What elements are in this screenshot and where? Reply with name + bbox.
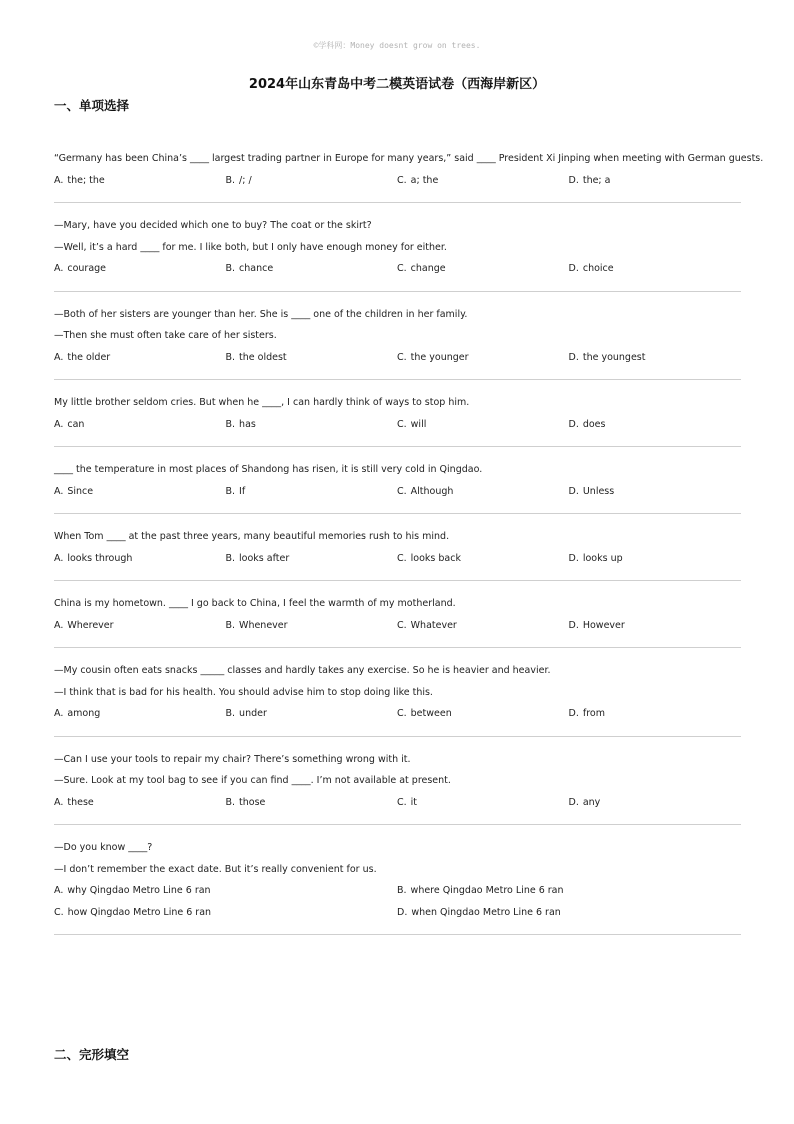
answer-option[interactable]: [54, 880, 397, 902]
option-text: under: [239, 708, 267, 719]
option-text: courage: [67, 263, 107, 274]
answer-options: [54, 258, 741, 280]
option-text: the youngest: [582, 351, 646, 363]
question-stem-line: ____ the temperature in most places of Shandong has risen, it is still very cold in Qingdao.: [54, 464, 483, 475]
option-letter: D.: [568, 552, 579, 564]
answer-option[interactable]: [397, 414, 569, 436]
section-heading-cloze: 二、完形填空: [54, 1047, 130, 1062]
option-text: the older: [67, 351, 111, 363]
answer-option[interactable]: [569, 347, 741, 369]
answer-options: [54, 880, 741, 923]
answer-option[interactable]: [397, 170, 569, 192]
answer-option[interactable]: [569, 703, 741, 725]
option-text: looks after: [239, 552, 290, 564]
answer-option[interactable]: [569, 615, 741, 637]
option-text: Whenever: [239, 619, 288, 631]
answer-option[interactable]: [54, 902, 397, 924]
question-item: [54, 203, 741, 292]
question-stem-line: —Both of her sisters are younger than her. She is ____ one of the children in her family.: [54, 308, 468, 320]
option-letter: C.: [397, 708, 407, 719]
question-item: [54, 292, 741, 381]
option-text: where Qingdao Metro Line 6 ran: [410, 885, 564, 896]
question-list: [54, 136, 764, 935]
option-text: will: [410, 418, 427, 430]
option-text: change: [410, 263, 446, 274]
question-stem-line: “Germany has been China’s ____ largest trading partner in Europe for many years,” said ____ President Xi Jinping when meeting with German guests.: [54, 153, 764, 164]
option-text: looks up: [582, 552, 623, 564]
question-item: [54, 514, 741, 581]
option-text: between: [410, 708, 452, 719]
option-text: when Qingdao Metro Line 6 ran: [411, 906, 561, 918]
option-letter: B.: [225, 796, 236, 808]
answer-option[interactable]: [226, 258, 398, 280]
option-text: from: [582, 708, 605, 719]
question-item: [54, 737, 741, 826]
option-letter: D.: [568, 263, 579, 274]
option-letter: C.: [397, 796, 407, 808]
option-letter: C.: [397, 418, 407, 430]
answer-option[interactable]: [54, 347, 226, 369]
option-text: Wherever: [67, 619, 114, 631]
option-letter: D.: [568, 708, 579, 719]
option-letter: C.: [397, 263, 407, 274]
question-item: [54, 825, 741, 935]
document-title: 2024年山东青岛中考二模英语试卷（西海岸新区）: [248, 77, 546, 92]
answer-options: [54, 615, 741, 637]
option-text: those: [239, 796, 266, 808]
option-letter: A.: [54, 263, 64, 274]
answer-option[interactable]: [54, 548, 226, 570]
answer-option[interactable]: [54, 258, 226, 280]
answer-option[interactable]: [569, 414, 741, 436]
option-text: choice: [582, 263, 614, 274]
answer-option[interactable]: [54, 792, 226, 814]
option-letter: B.: [225, 174, 236, 186]
question-stem-line: —Do you know ____?: [54, 842, 153, 853]
option-letter: C.: [397, 619, 407, 631]
answer-option[interactable]: [397, 792, 569, 814]
option-text: how Qingdao Metro Line 6 ran: [67, 906, 212, 918]
option-letter: B.: [225, 263, 236, 274]
answer-option[interactable]: [569, 548, 741, 570]
question-stem-line: China is my hometown. ____ I go back to China, I feel the warmth of my motherland.: [54, 598, 456, 609]
option-letter: A.: [54, 796, 64, 808]
watermark: ©学科网：Money doesnt grow on trees.: [313, 41, 481, 50]
option-letter: A.: [54, 351, 64, 363]
option-letter: C.: [397, 174, 407, 186]
option-letter: A.: [54, 174, 64, 186]
answer-option[interactable]: [569, 481, 741, 503]
option-letter: D.: [568, 619, 579, 631]
answer-option[interactable]: [397, 481, 569, 503]
option-text: Unless: [582, 485, 615, 497]
option-text: chance: [239, 263, 274, 274]
option-letter: A.: [54, 708, 64, 719]
answer-option[interactable]: [54, 414, 226, 436]
answer-option[interactable]: [226, 548, 398, 570]
option-text: the; a: [582, 174, 611, 186]
answer-option[interactable]: [397, 548, 569, 570]
answer-option[interactable]: [397, 347, 569, 369]
option-text: the oldest: [239, 351, 287, 363]
answer-options: [54, 170, 741, 192]
option-letter: A.: [54, 885, 64, 896]
option-letter: C.: [397, 552, 407, 564]
question-item: [54, 581, 741, 648]
option-letter: B.: [225, 351, 236, 363]
answer-options: [54, 703, 741, 725]
answer-options: [54, 548, 741, 570]
option-letter: B.: [225, 418, 236, 430]
answer-option[interactable]: [54, 615, 226, 637]
answer-options: [54, 414, 741, 436]
option-letter: B.: [225, 619, 236, 631]
answer-option[interactable]: [397, 902, 740, 924]
option-text: has: [239, 418, 256, 430]
option-text: looks through: [67, 552, 133, 564]
answer-options: [54, 792, 741, 814]
option-text: why Qingdao Metro Line 6 ran: [67, 885, 211, 896]
option-letter: D.: [397, 906, 408, 918]
option-text: /; /: [239, 174, 252, 186]
option-text: can: [67, 418, 85, 430]
option-letter: D.: [568, 174, 579, 186]
option-letter: A.: [54, 619, 64, 631]
question-stem-line: —Then she must often take care of her sisters.: [54, 330, 277, 341]
section-heading-single-choice: 一、单项选择: [54, 98, 130, 113]
option-text: If: [239, 485, 246, 497]
answer-option[interactable]: [226, 170, 398, 192]
option-text: the younger: [410, 351, 469, 363]
option-letter: D.: [568, 485, 579, 497]
answer-option[interactable]: [397, 703, 569, 725]
option-text: does: [582, 418, 606, 430]
answer-option[interactable]: [226, 615, 398, 637]
option-letter: D.: [568, 418, 579, 430]
question-item: [54, 380, 741, 447]
option-text: these: [67, 796, 94, 808]
option-letter: D.: [568, 796, 579, 808]
answer-option[interactable]: [569, 258, 741, 280]
option-letter: A.: [54, 485, 64, 497]
question-stem-line: —Can I use your tools to repair my chair? There’s something wrong with it.: [54, 753, 411, 765]
question-item: [54, 447, 741, 514]
answer-option[interactable]: [226, 347, 398, 369]
answer-options: [54, 481, 741, 503]
option-text: Whatever: [410, 619, 457, 631]
option-letter: C.: [397, 351, 407, 363]
question-stem-line: —Mary, have you decided which one to buy? The coat or the skirt?: [54, 220, 372, 231]
option-text: among: [67, 708, 101, 719]
question-stem-line: —Well, it’s a hard ____ for me. I like both, but I only have enough money for either.: [54, 241, 447, 253]
question-stem-line: —I don’t remember the exact date. But it’s really convenient for us.: [54, 863, 377, 875]
answer-option[interactable]: [54, 703, 226, 725]
option-text: Since: [67, 485, 94, 497]
question-item: [54, 648, 741, 737]
question-stem-line: When Tom ____ at the past three years, many beautiful memories rush to his mind.: [54, 531, 450, 542]
answer-option[interactable]: [54, 481, 226, 503]
option-letter: D.: [568, 351, 579, 363]
option-letter: C.: [397, 485, 407, 497]
option-text: a; the: [410, 174, 439, 186]
answer-option[interactable]: [397, 615, 569, 637]
option-letter: B.: [225, 485, 236, 497]
option-letter: C.: [54, 906, 64, 918]
answer-options: [54, 347, 741, 369]
option-text: looks back: [410, 552, 461, 564]
option-text: the; the: [67, 174, 105, 186]
answer-option[interactable]: [54, 170, 226, 192]
option-letter: B.: [225, 708, 236, 719]
question-stem-line: —My cousin often eats snacks _____ classes and hardly takes any exercise. So he is heavier and heavier.: [54, 665, 551, 676]
question-item: [54, 136, 764, 203]
option-letter: B.: [397, 885, 407, 896]
option-text: it: [410, 796, 418, 808]
answer-option[interactable]: [569, 170, 741, 192]
answer-option[interactable]: [226, 703, 398, 725]
answer-option[interactable]: [226, 414, 398, 436]
option-letter: B.: [225, 552, 236, 564]
answer-option[interactable]: [226, 792, 398, 814]
option-text: any: [582, 796, 601, 808]
option-letter: A.: [54, 552, 64, 564]
answer-option[interactable]: [397, 880, 740, 902]
answer-option[interactable]: [226, 481, 398, 503]
option-text: However: [582, 619, 625, 631]
option-text: Although: [410, 485, 454, 497]
question-stem-line: My little brother seldom cries. But when he ____, I can hardly think of ways to stop him.: [54, 397, 470, 408]
question-stem-line: —I think that is bad for his health. You should advise him to stop doing like this.: [54, 686, 433, 698]
answer-option[interactable]: [397, 258, 569, 280]
question-stem-line: —Sure. Look at my tool bag to see if you can find ____. I’m not available at present.: [54, 775, 451, 786]
option-letter: A.: [54, 418, 64, 430]
answer-option[interactable]: [569, 792, 741, 814]
